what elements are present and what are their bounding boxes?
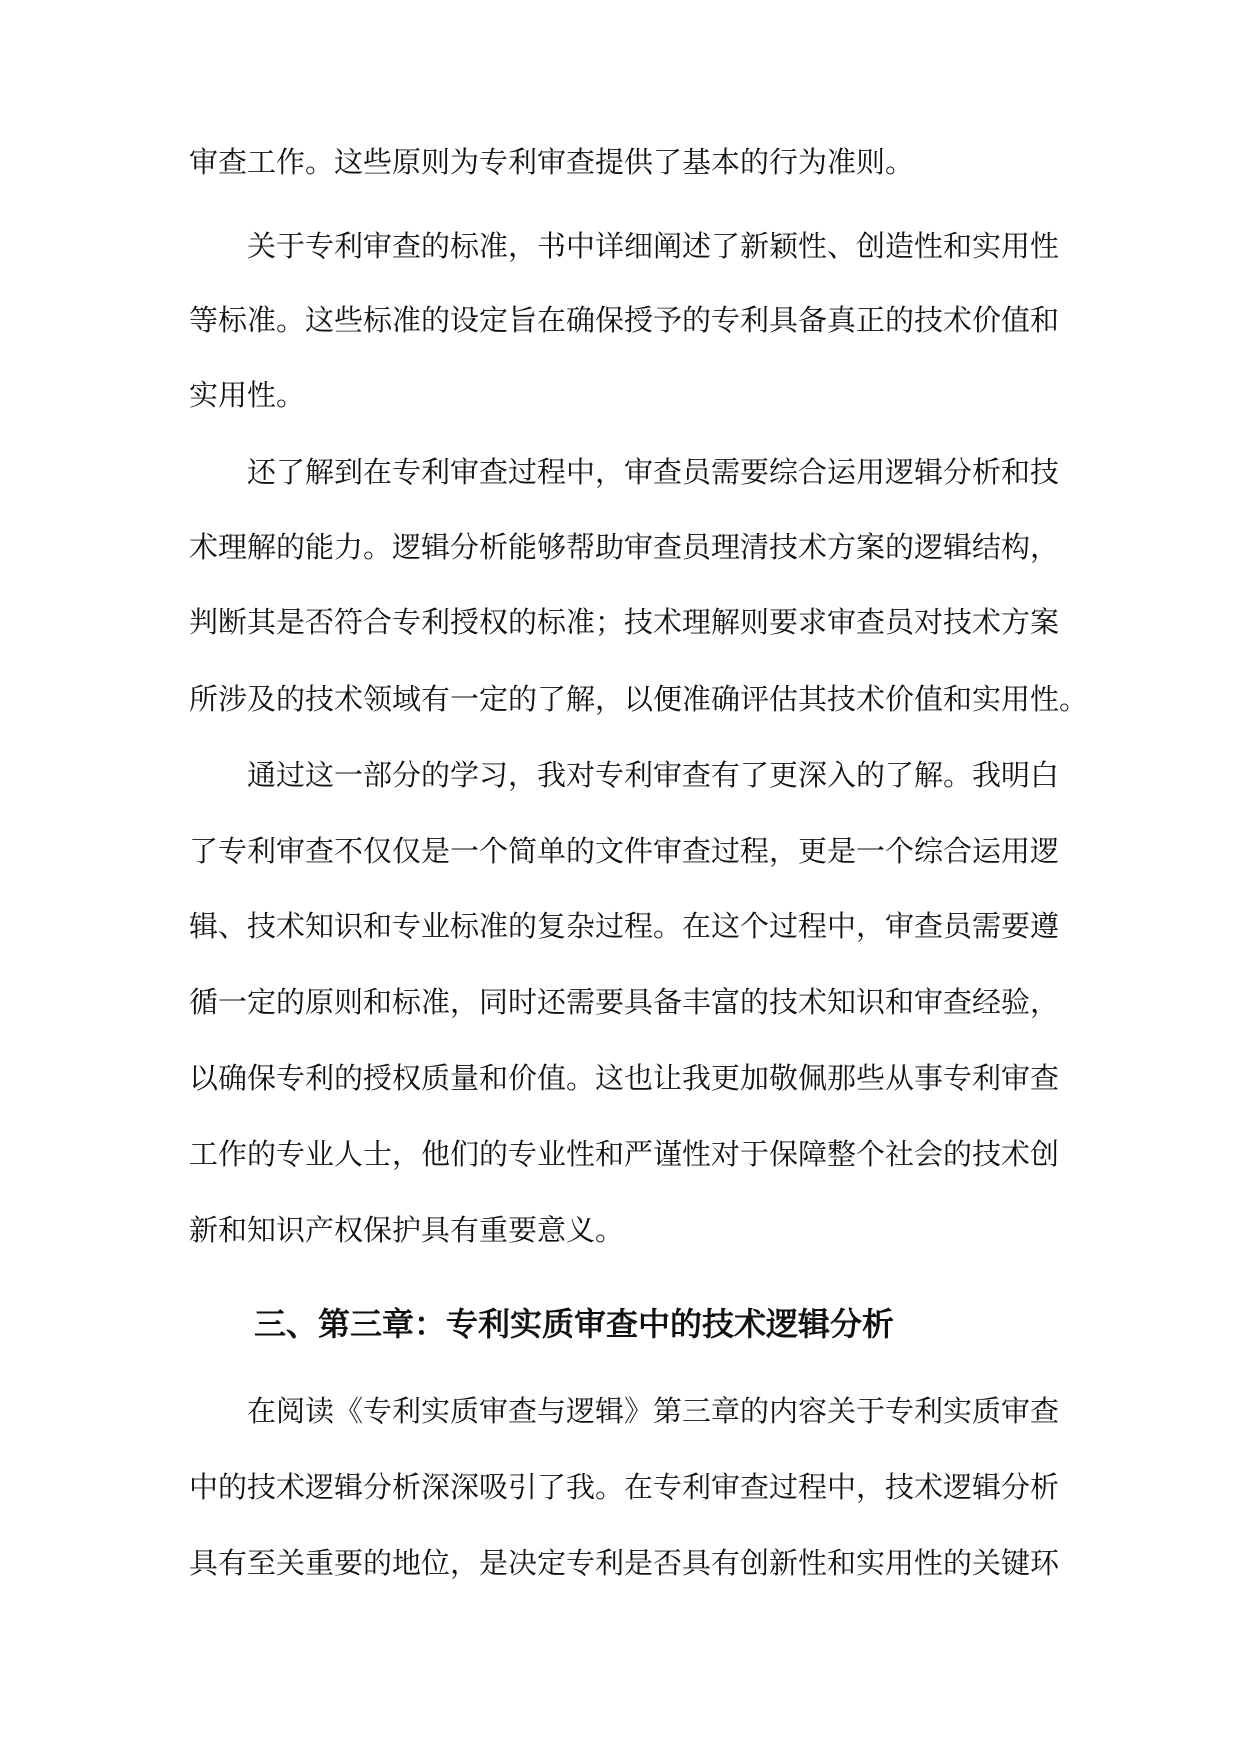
paragraph-line: 还了解到在专利审查过程中，审查员需要综合运用逻辑分析和技 <box>247 455 1060 489</box>
paragraph-line: 工作的专业人士，他们的专业性和严谨性对于保障整个社会的技术创 <box>189 1137 1060 1171</box>
paragraph-line: 循一定的原则和标准，同时还需要具备丰富的技术知识和审查经验， <box>189 985 1060 1019</box>
paragraph-line: 关于专利审查的标准，书中详细阐述了新颖性、创造性和实用性 <box>247 229 1060 263</box>
paragraph-line: 新和知识产权保护具有重要意义。 <box>189 1213 625 1247</box>
paragraph-line: 在阅读《专利实质审查与逻辑》第三章的内容关于专利实质审查 <box>247 1394 1060 1428</box>
paragraph-line: 术理解的能力。逻辑分析能够帮助审查员理清技术方案的逻辑结构， <box>189 530 1060 564</box>
paragraph-line: 通过这一部分的学习，我对专利审查有了更深入的了解。我明白 <box>247 758 1060 792</box>
paragraph-line: 判断其是否符合专利授权的标准；技术理解则要求审查员对技术方案 <box>189 605 1060 639</box>
paragraph-line: 具有至关重要的地位，是决定专利是否具有创新性和实用性的关键环 <box>189 1546 1060 1580</box>
paragraph-line: 以确保专利的授权质量和价值。这也让我更加敬佩那些从事专利审查 <box>189 1061 1060 1095</box>
paragraph-line: 所涉及的技术领域有一定的了解，以便准确评估其技术价值和实用性。 <box>189 682 1089 716</box>
paragraph-line: 审查工作。这些原则为专利审查提供了基本的行为准则。 <box>189 145 915 179</box>
paragraph-line: 等标准。这些标准的设定旨在确保授予的专利具备真正的技术价值和 <box>189 303 1060 337</box>
section-heading: 三、第三章：专利实质审查中的技术逻辑分析 <box>254 1305 895 1343</box>
paragraph-line: 辑、技术知识和专业标准的复杂过程。在这个过程中，审查员需要遵 <box>189 909 1060 943</box>
paragraph-line: 实用性。 <box>189 378 306 412</box>
paragraph-line: 中的技术逻辑分析深深吸引了我。在专利审查过程中，技术逻辑分析 <box>189 1470 1060 1504</box>
paragraph-line: 了专利审查不仅仅是一个简单的文件审查过程，更是一个综合运用逻 <box>189 834 1060 868</box>
